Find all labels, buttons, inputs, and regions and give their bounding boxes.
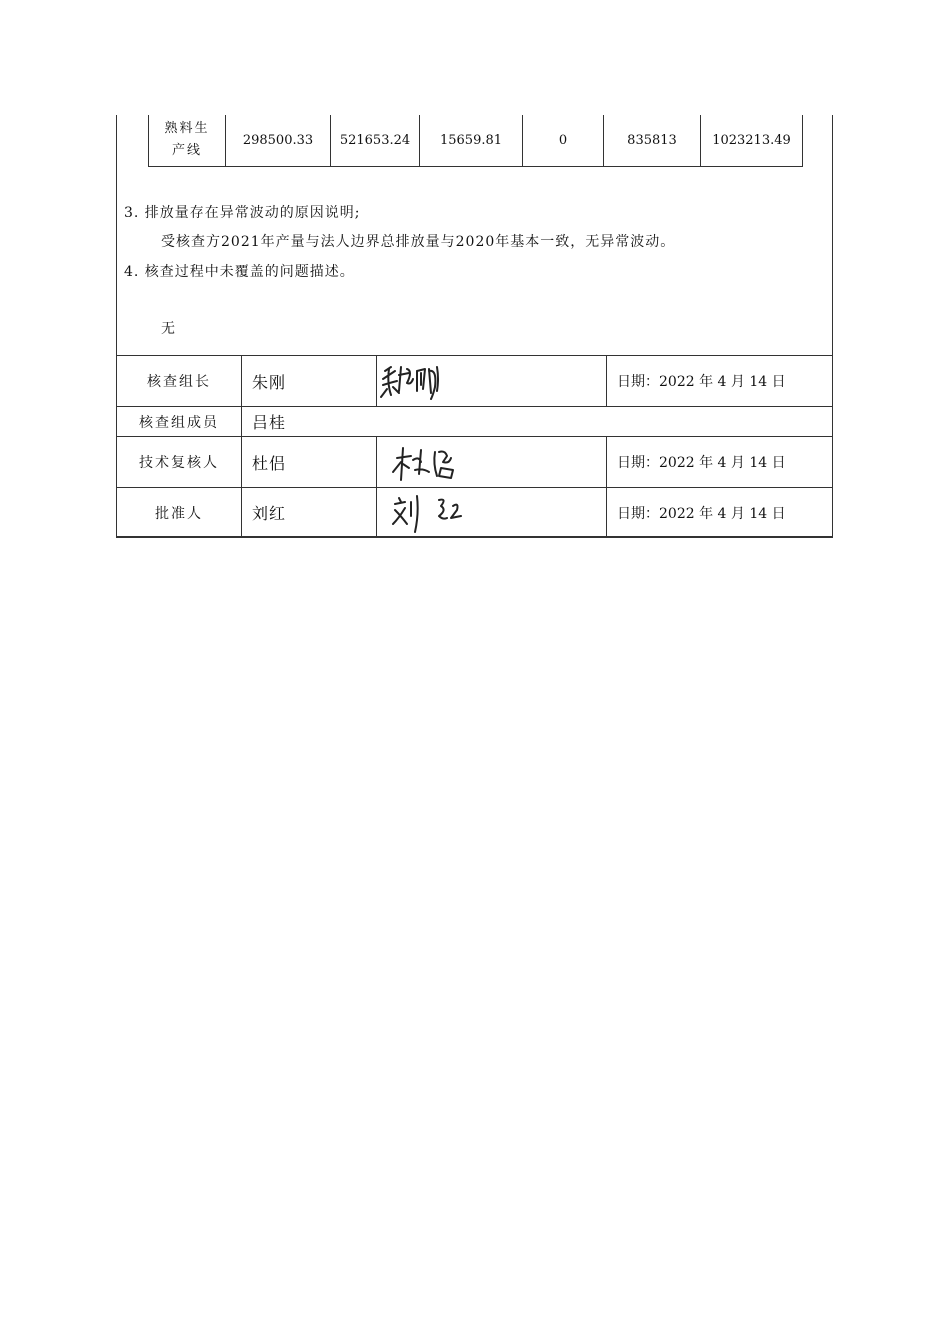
row-label: [149, 115, 226, 166]
emission-table: [148, 115, 803, 167]
item3-title: 3. 排放量存在异常波动的原因说明;: [124, 205, 361, 221]
name-value: 吕桂: [242, 407, 833, 437]
item4-title: 4. 核查过程中未覆盖的问题描述。: [124, 264, 355, 280]
row-label-line1: 熟料生: [164, 121, 210, 137]
signoff-table: [116, 355, 833, 538]
value-cell: 298500.33: [226, 115, 331, 166]
role-label: 核查组成员: [117, 407, 242, 437]
date-value: 日期：2022 年 4 月 14 日: [607, 488, 833, 538]
name-value: 杜侣: [242, 437, 377, 488]
date-value: 日期：2022 年 4 月 14 日: [607, 356, 833, 407]
handwritten-signature-icon: [377, 488, 606, 537]
name-value: 刘红: [242, 488, 377, 538]
value-cell: 0: [523, 115, 604, 166]
handwritten-signature-icon: [377, 438, 606, 487]
role-label: 核查组长: [117, 356, 242, 407]
value-cell: 521653.24: [331, 115, 420, 166]
table-row: [149, 115, 803, 166]
date-value: 日期：2022 年 4 月 14 日: [607, 437, 833, 488]
signoff-row-reviewer: [117, 437, 833, 488]
value-cell: 1023213.49: [701, 115, 803, 166]
signoff-row-leader: [117, 356, 833, 407]
signoff-row-approver: [117, 488, 833, 538]
value-cell: 835813: [604, 115, 701, 166]
item4-body: 无: [161, 321, 176, 337]
signoff-row-members: [117, 407, 833, 437]
name-value: 朱刚: [242, 356, 377, 407]
item3-body: 受核查方2021年产量与法人边界总排放量与2020年基本一致，无异常波动。: [161, 234, 676, 250]
role-label: 批准人: [117, 488, 242, 538]
role-label: 技术复核人: [117, 437, 242, 488]
signature-du-lv: [377, 437, 607, 488]
signature-liu-hong: [377, 488, 607, 538]
row-label-line2: 产线: [171, 143, 202, 159]
value-cell: 15659.81: [420, 115, 523, 166]
handwritten-signature-icon: [377, 357, 606, 406]
signature-zhu-gang: [377, 356, 607, 407]
